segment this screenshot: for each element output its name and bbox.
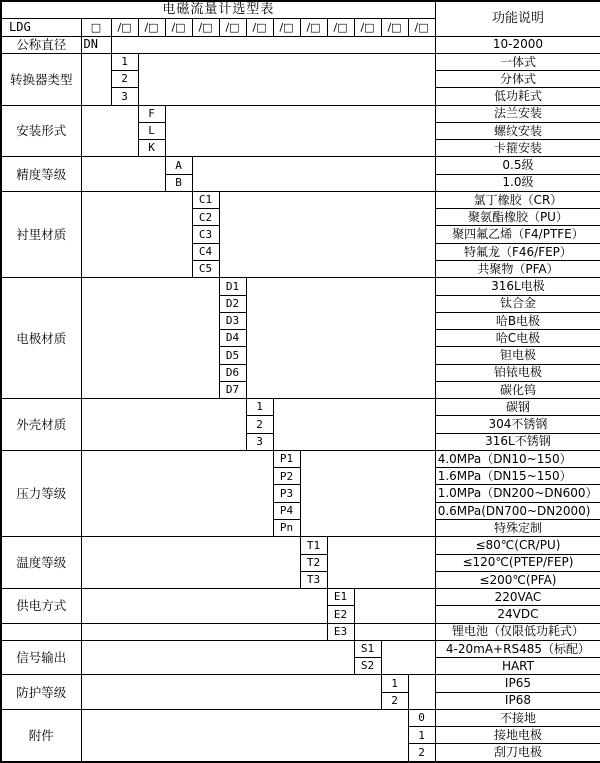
spacer-cell [81,709,408,761]
code-cell: 1 [246,399,273,416]
code-cell: P2 [273,468,300,485]
function-cell: 碳钢 [435,399,600,416]
label-installation-type: 安装形式 [1,105,81,157]
code-cell: 0 [408,709,435,726]
label-pressure-rating: 压力等级 [1,450,81,536]
function-cell: 10-2000 [435,36,600,53]
code-cell: C4 [192,243,219,260]
label-electrode-material: 电极材质 [1,278,81,399]
label-housing-material: 外壳材质 [1,399,81,451]
code-cell: Pn [273,519,300,536]
model-code-slot: /□ [354,19,381,36]
function-cell: 316L电极 [435,278,600,295]
function-cell: 0.5级 [435,157,600,174]
spacer-cell [81,675,381,710]
function-cell: 304不锈钢 [435,416,600,433]
code-cell: P3 [273,485,300,502]
spacer-cell [354,589,435,624]
label-signal-output: 信号输出 [1,640,81,675]
label-accuracy-class: 精度等级 [1,157,81,192]
function-cell: ≤120℃(PTEP/FEP) [435,554,600,571]
function-cell: 分体式 [435,71,600,88]
spacer-cell [300,450,435,536]
function-cell: HART [435,658,600,675]
spacer-cell [408,675,435,710]
spacer-cell [81,640,354,675]
spacer-cell [192,157,435,192]
spacer-cell [81,157,165,192]
code-cell: 3 [246,433,273,450]
function-cell: 接地电极 [435,727,600,744]
label-nominal-diameter: 公称直径 [1,36,81,53]
function-column-header: 功能说明 [435,1,600,36]
spacer-cell [81,278,219,399]
code-cell: D3 [219,312,246,329]
code-cell: S2 [354,658,381,675]
code-cell: B [165,174,192,191]
code-cell: 1 [408,727,435,744]
label-protection-rating: 防护等级 [1,675,81,710]
function-cell: 不接地 [435,709,600,726]
code-cell: S1 [354,640,381,657]
function-cell: 1.0MPa（DN200~DN600） [435,485,600,502]
code-cell: C2 [192,209,219,226]
model-code-slot: /□ [300,19,327,36]
function-cell: 1.0级 [435,174,600,191]
label-power-supply: 供电方式 [1,589,81,624]
code-cell: P1 [273,450,300,467]
model-code-slot: /□ [219,19,246,36]
function-cell: 哈C电极 [435,330,600,347]
function-cell: 24VDC [435,606,600,623]
code-cell: 3 [111,88,138,105]
function-cell: 卡箍安装 [435,140,600,157]
spacer-cell [81,537,300,589]
model-code-slot: /□ [111,19,138,36]
function-cell: ≤80℃(CR/PU) [435,537,600,554]
spacer-cell [138,53,435,105]
function-cell: 316L不锈钢 [435,433,600,450]
function-cell: 铂铱电极 [435,364,600,381]
code-cell: E3 [327,623,354,640]
label-power-supply-blank [1,623,81,640]
code-cell: 2 [408,744,435,762]
code-cell: K [138,140,165,157]
code-cell: E1 [327,589,354,606]
code-cell: A [165,157,192,174]
code-cell: T3 [300,571,327,588]
model-code-slot: /□ [165,19,192,36]
model-code-slot: /□ [381,19,408,36]
code-cell: 2 [111,71,138,88]
function-cell: 4.0MPa（DN10~150） [435,450,600,467]
function-cell: 刮刀电极 [435,744,600,762]
spacer-cell [111,36,435,53]
code-cell: D4 [219,330,246,347]
function-cell: 钛合金 [435,295,600,312]
function-cell: 钽电极 [435,347,600,364]
spacer-cell [354,623,435,640]
spacer-cell [165,105,435,157]
function-cell: 特氟龙（F46/FEP） [435,243,600,260]
model-code-slot: /□ [138,19,165,36]
function-cell: 锂电池（仅限低功耗式） [435,623,600,640]
spacer-cell [81,399,246,451]
label-accessories: 附件 [1,709,81,761]
function-cell: 螺纹安装 [435,122,600,139]
function-cell: 特殊定制 [435,519,600,536]
model-code-slot: /□ [273,19,300,36]
function-cell: 220VAC [435,589,600,606]
spacer-cell [381,640,435,675]
label-converter-type: 转换器类型 [1,53,81,105]
function-cell: 一体式 [435,53,600,70]
function-cell: 0.6MPa(DN700~DN2000) [435,502,600,519]
function-cell: 共聚物（PFA） [435,260,600,277]
label-temperature-rating: 温度等级 [1,537,81,589]
code-cell: C5 [192,260,219,277]
function-cell: 聚四氟乙烯（F4/PTFE） [435,226,600,243]
code-cell: 2 [381,692,408,709]
model-code-slot: /□ [192,19,219,36]
code-cell: T2 [300,554,327,571]
model-prefix: LDG [1,19,81,36]
code-cell: 1 [381,675,408,692]
function-cell: IP68 [435,692,600,709]
code-cell: P4 [273,502,300,519]
code-cell: 2 [246,416,273,433]
spacer-cell [81,589,327,624]
spacer-cell [81,53,111,105]
function-cell: 4-20mA+RS485（标配） [435,640,600,657]
code-cell: L [138,122,165,139]
function-cell: 1.6MPa（DN15~150） [435,468,600,485]
code-cell: D5 [219,347,246,364]
code-cell: D6 [219,364,246,381]
spacer-cell [81,623,327,640]
spacer-cell [246,278,435,399]
code-cell: C3 [192,226,219,243]
function-cell: 低功耗式 [435,88,600,105]
code-cell: D2 [219,295,246,312]
spacer-cell [327,537,435,589]
function-cell: 聚氨酯橡胶（PU） [435,209,600,226]
code-cell: E2 [327,606,354,623]
model-code-slot: /□ [246,19,273,36]
function-cell: IP65 [435,675,600,692]
code-cell: D7 [219,381,246,398]
spacer-cell [273,399,435,451]
function-cell: 碳化钨 [435,381,600,398]
code-cell: DN [81,36,111,53]
function-cell: ≤200℃(PFA) [435,571,600,588]
function-cell: 氯丁橡胶（CR） [435,191,600,208]
label-liner-material: 衬里材质 [1,191,81,277]
model-code-slot: /□ [327,19,354,36]
spacer-cell [81,450,273,536]
spacer-cell [81,105,138,157]
spacer-cell [219,191,435,277]
model-base-box: □ [81,19,111,36]
code-cell: D1 [219,278,246,295]
spacer-cell [81,191,192,277]
code-cell: T1 [300,537,327,554]
model-code-slot: /□ [408,19,435,36]
function-cell: 哈B电极 [435,312,600,329]
code-cell: C1 [192,191,219,208]
function-cell: 法兰安装 [435,105,600,122]
table-title: 电磁流量计选型表 [1,1,435,19]
code-cell: F [138,105,165,122]
code-cell: 1 [111,53,138,70]
